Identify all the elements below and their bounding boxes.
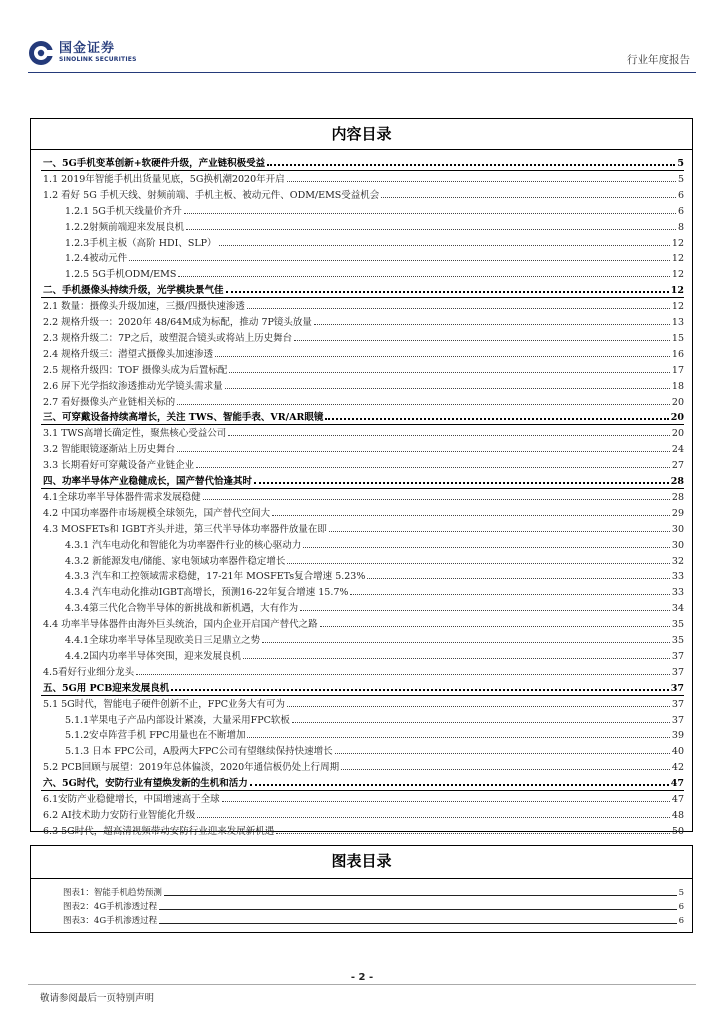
- toc-entry-title: 5.1.3 日本 FPC公司，A股两大FPC公司有望继续保持快速增长: [65, 746, 333, 758]
- dot-leader: [262, 641, 670, 643]
- dot-leader: [267, 163, 675, 166]
- toc-chapter-entry[interactable]: [43, 680, 684, 694]
- dot-leader: [177, 450, 670, 452]
- logo-chinese-name: 国金证券: [59, 41, 116, 56]
- toc-entry-page: 17: [671, 364, 684, 376]
- logo-english-name: SINOLINK SECURITIES: [59, 56, 137, 63]
- dot-leader: [203, 498, 670, 500]
- toc-entry-page: 33: [671, 571, 684, 583]
- toc-section-entry[interactable]: [43, 616, 684, 630]
- toc-entry-title: 4.3 MOSFETs和 IGBT齐头并进，第三代半导体功率器件放量在即: [43, 523, 327, 535]
- leader-line: [159, 922, 676, 924]
- toc-entry-title: 4.1全球功率半导体器件需求发展稳健: [43, 491, 201, 503]
- dot-leader: [215, 355, 670, 357]
- logo-mark-icon: [28, 40, 54, 66]
- toc-entry-title: 1.2.3手机主板（高阶 HDI、SLP）: [65, 237, 217, 249]
- dot-leader: [129, 259, 670, 261]
- toc-entry-title: 1.2.5 5G手机ODM/EMS: [65, 269, 177, 281]
- toc-section-entry[interactable]: [65, 568, 684, 582]
- toc-entry-page: 50: [671, 825, 684, 837]
- toc-entry-title: 一、5G手机变革创新+软硬件升级，产业链积极受益: [43, 158, 266, 169]
- dot-leader: [325, 417, 668, 420]
- page-number: - 2 -: [350, 972, 374, 983]
- dot-leader: [228, 434, 670, 436]
- toc-entry-page: 37: [671, 698, 684, 710]
- toc-entry-page: 47: [670, 778, 684, 790]
- toc-entry-title: 3.2 智能眼镜逐渐站上历史舞台: [43, 444, 176, 456]
- dot-leader: [320, 625, 670, 627]
- toc-entry-page: 30: [671, 539, 684, 551]
- toc-entry-title: 4.4 功率半导体器件由海外巨头统治，国内企业开启国产替代之路: [43, 619, 318, 631]
- toc-section-entry[interactable]: [43, 330, 684, 344]
- toc-entry-title: 三、可穿戴设备持续高增长，关注 TWS、智能手表、VR/AR眼镜: [43, 412, 324, 424]
- page-header: [0, 0, 724, 80]
- toc-entry-title: 6.1安防产业稳健增长，中国增速高于全球: [43, 794, 220, 805]
- toc-section-entry[interactable]: [43, 759, 684, 773]
- toc-entry-page: 18: [671, 380, 684, 392]
- dot-leader: [222, 800, 670, 802]
- toc-chapter-entry[interactable]: [43, 282, 684, 296]
- figure-entry-title: 图表3：4G手机渗透过程: [63, 916, 158, 926]
- toc-section-entry[interactable]: [65, 537, 684, 551]
- dot-leader: [171, 688, 669, 691]
- toc-entry-title: 五、5G用 PCB迎来发展良机: [43, 682, 170, 694]
- dot-leader: [229, 371, 670, 373]
- document-type: 行业年度报告: [627, 54, 690, 66]
- figure-entry[interactable]: [63, 914, 684, 926]
- toc-section-entry[interactable]: [65, 743, 684, 757]
- toc-section-entry[interactable]: [43, 171, 684, 185]
- toc-entry-title: 六、5G时代，安防行业有望焕发新的生机和活力: [43, 778, 248, 790]
- toc-entry-title: 二、手机摄像头持续升级，光学模块景气佳: [43, 285, 224, 297]
- toc-entry-page: 20: [671, 428, 684, 440]
- figure-entry[interactable]: [63, 900, 684, 912]
- dot-leader: [341, 768, 670, 770]
- toc-entry-title: 4.3.3 汽车和工控领域需求稳健，17-21年 MOSFETs复合增速 5.23%: [65, 571, 366, 583]
- toc-entry-page: 12: [671, 237, 684, 249]
- toc-entry-page: 37: [670, 682, 684, 694]
- toc-entry-page: 12: [671, 269, 684, 281]
- toc-entry-title: 4.4.1全球功率半导体呈现欧美日三足鼎立之势: [65, 635, 261, 646]
- toc-entry-title: 5.1 5G时代，智能电子硬件创新不止，FPC业务大有可为: [43, 698, 286, 710]
- toc-entry-page: 20: [670, 412, 684, 424]
- toc-entry-page: 32: [671, 555, 684, 567]
- toc-entry-page: 42: [671, 762, 684, 774]
- table-of-contents: [30, 118, 693, 837]
- dot-leader: [243, 657, 670, 659]
- toc-entry-title: 2.5 规格升级四：TOF 摄像头成为后置标配: [43, 364, 228, 376]
- toc-entry-title: 4.3.4 汽车电动化推动IGBT高增长，预测16-22年复合增速 15.7%: [65, 587, 349, 599]
- toc-entry-title: 2.7 看好摄像头产业链相关标的: [43, 396, 176, 408]
- toc-entry-page: 48: [671, 809, 684, 821]
- toc-entry-page: 8: [677, 221, 684, 233]
- footer-divider: [28, 984, 696, 985]
- dot-leader: [226, 290, 669, 293]
- toc-section-entry[interactable]: [43, 457, 684, 471]
- toc-section-entry[interactable]: [43, 346, 684, 360]
- toc-section-entry[interactable]: [43, 314, 684, 328]
- toc-entry-page: 5: [677, 158, 684, 169]
- toc-section-entry[interactable]: [65, 727, 684, 741]
- figure-entry-page: 6: [678, 902, 684, 912]
- dot-leader: [254, 481, 669, 484]
- toc-entry-page: 5: [677, 173, 684, 185]
- toc-title: 内容目录: [331, 125, 392, 143]
- toc-chapter-entry[interactable]: [43, 155, 684, 169]
- toc-entry-title: 5.2 PCB回顾与展望：2019年总体偏淡，2020年通信板仍处上行周期: [43, 762, 340, 774]
- toc-entry-page: 12: [671, 301, 684, 313]
- toc-entry-page: 47: [671, 794, 684, 805]
- toc-entry-title: 四、功率半导体产业稳健成长，国产替代恰逢其时: [43, 476, 253, 487]
- dot-leader: [250, 783, 669, 786]
- toc-entry-page: 27: [671, 460, 684, 472]
- toc-entry-title: 2.2 规格升级一：2020年 48/64M成为标配，推动 7P镜头放量: [43, 317, 312, 328]
- toc-entry-page: 28: [670, 476, 684, 487]
- toc-section-entry[interactable]: [65, 250, 684, 264]
- toc-entry-title: 2.4 规格升级三：潜望式摄像头加速渗透: [43, 348, 214, 360]
- toc-section-entry[interactable]: [65, 219, 684, 233]
- toc-entry-page: 40: [671, 746, 684, 758]
- dot-leader: [287, 705, 670, 707]
- toc-section-entry[interactable]: [43, 505, 684, 519]
- toc-section-entry[interactable]: [43, 823, 684, 837]
- toc-entry-title: 1.2.4被动元件: [65, 253, 128, 265]
- dot-leader: [184, 212, 676, 214]
- toc-entry-page: 37: [671, 714, 684, 726]
- dot-leader: [287, 180, 676, 182]
- toc-entry-title: 6.3 5G时代，超高清视频带动安防行业迎来发展新机遇: [43, 825, 275, 837]
- toc-entry-page: 20: [671, 396, 684, 408]
- figure-list-title: 图表目录: [331, 852, 392, 870]
- toc-entry-page: 6: [677, 189, 684, 201]
- dot-leader: [219, 244, 670, 246]
- toc-section-entry[interactable]: [65, 584, 684, 598]
- leader-line: [159, 908, 676, 910]
- dot-leader: [272, 514, 670, 516]
- figure-entry-page: 5: [678, 888, 684, 898]
- toc-entry-page: 33: [671, 587, 684, 599]
- toc-section-entry[interactable]: [65, 235, 684, 249]
- toc-section-entry[interactable]: [65, 203, 684, 217]
- toc-entry-page: 34: [671, 603, 684, 615]
- toc-entry-page: 13: [671, 317, 684, 328]
- toc-section-entry[interactable]: [65, 648, 684, 662]
- toc-entry-title: 2.3 规格升级二：7P之后，玻塑混合镜头或将站上历史舞台: [43, 332, 293, 344]
- dot-leader: [314, 323, 670, 325]
- toc-entry-page: 6: [677, 205, 684, 217]
- toc-entry-title: 4.2 中国功率器件市场规模全球领先，国产替代空间大: [43, 507, 271, 519]
- dot-leader: [178, 275, 670, 277]
- dot-leader: [350, 593, 669, 595]
- toc-section-entry[interactable]: [43, 187, 684, 201]
- dot-leader: [329, 530, 670, 532]
- toc-entry-page: 12: [670, 285, 684, 297]
- toc-entry-title: 5.1.1苹果电子产品内部设计紧凑，大量采用FPC软板: [65, 714, 290, 726]
- toc-entry-page: 24: [671, 444, 684, 456]
- toc-section-entry[interactable]: [43, 521, 684, 535]
- dot-leader: [197, 816, 670, 818]
- company-logo: [28, 40, 137, 66]
- dot-leader: [287, 562, 670, 564]
- dot-leader: [177, 403, 670, 405]
- toc-entry-title: 2.1 数量：摄像头升级加速，三摄/四摄快速渗透: [43, 301, 245, 313]
- dot-leader: [367, 577, 670, 579]
- dot-leader: [196, 466, 670, 468]
- toc-entry-title: 4.3.4第三代化合物半导体的新挑战和新机遇，大有作为: [65, 603, 299, 615]
- dot-leader: [276, 832, 670, 834]
- toc-section-entry[interactable]: [43, 489, 684, 503]
- figure-entry-title: 图表2：4G手机渗透过程: [63, 902, 158, 912]
- toc-chapter-entry[interactable]: [43, 775, 684, 789]
- toc-entry-title: 6.2 AI技术助力安防行业智能化升级: [43, 809, 196, 821]
- toc-section-entry[interactable]: [43, 696, 684, 710]
- toc-entry-title: 4.5看好行业细分龙头: [43, 666, 135, 678]
- dot-leader: [294, 339, 670, 341]
- toc-section-entry[interactable]: [65, 600, 684, 614]
- toc-section-entry[interactable]: [43, 298, 684, 312]
- toc-entry-page: 35: [671, 635, 684, 646]
- figure-entry-title: 图表1：智能手机趋势预测: [63, 888, 162, 898]
- toc-title-divider: [31, 149, 692, 150]
- toc-section-entry[interactable]: [43, 441, 684, 455]
- toc-section-entry[interactable]: [65, 712, 684, 726]
- toc-section-entry[interactable]: [43, 807, 684, 821]
- toc-entry-page: 28: [671, 491, 684, 503]
- toc-section-entry[interactable]: [65, 632, 684, 646]
- leader-line: [164, 894, 677, 896]
- dot-leader: [335, 752, 670, 754]
- toc-section-entry[interactable]: [43, 791, 684, 805]
- figure-entry[interactable]: [63, 886, 684, 898]
- toc-section-entry[interactable]: [43, 394, 684, 408]
- toc-section-entry[interactable]: [43, 664, 684, 678]
- toc-entry-page: 37: [671, 666, 684, 678]
- dot-leader: [186, 228, 676, 230]
- toc-entry-page: 35: [671, 619, 684, 631]
- dot-leader: [136, 673, 670, 675]
- toc-entry-title: 2.6 屏下光学指纹渗透推动光学镜头需求量: [43, 380, 223, 392]
- toc-entry-page: 16: [671, 348, 684, 360]
- toc-entry-title: 3.3 长期看好可穿戴设备产业链企业: [43, 460, 195, 472]
- toc-entry-title: 1.2.2射频前端迎来发展良机: [65, 221, 185, 233]
- toc-entry-title: 5.1.2安卓阵营手机 FPC用量也在不断增加: [65, 730, 246, 742]
- toc-entry-page: 29: [671, 507, 684, 519]
- toc-entry-title: 1.2.1 5G手机天线量价齐升: [65, 205, 182, 217]
- dot-leader: [300, 609, 670, 611]
- toc-section-entry[interactable]: [43, 378, 684, 392]
- toc-entry-title: 4.3.1 汽车电动化和智能化为功率器件行业的核心驱动力: [65, 539, 302, 551]
- toc-entry-title: 3.1 TWS高增长确定性，聚焦核心受益公司: [43, 428, 227, 440]
- toc-section-entry[interactable]: [65, 266, 684, 280]
- dot-leader: [303, 546, 670, 548]
- figure-entry-page: 6: [678, 916, 684, 926]
- toc-section-entry[interactable]: [43, 362, 684, 376]
- toc-section-entry[interactable]: [43, 425, 684, 439]
- toc-chapter-entry[interactable]: [43, 473, 684, 487]
- dot-leader: [247, 307, 670, 309]
- toc-entry-title: 1.2 看好 5G 手机天线、射频前端、手机主板、被动元件、ODM/EMS受益机会: [43, 189, 380, 201]
- header-divider: [28, 72, 696, 73]
- dot-leader: [292, 721, 670, 723]
- toc-chapter-entry[interactable]: [43, 409, 684, 423]
- dot-leader: [247, 736, 669, 738]
- toc-entry-title: 1.1 2019年智能手机出货量见底，5G换机潮2020年开启: [43, 173, 285, 185]
- toc-entry-page: 15: [671, 332, 684, 344]
- figure-list: [30, 845, 693, 933]
- toc-entry-page: 30: [671, 523, 684, 535]
- toc-entry-page: 12: [671, 253, 684, 265]
- toc-entry-title: 4.3.2 新能源发电/储能、家电领域功率器件稳定增长: [65, 555, 286, 567]
- footer-disclaimer: 敬请参阅最后一页特别声明: [40, 993, 155, 1004]
- toc-entry-page: 39: [671, 730, 684, 742]
- toc-entry-page: 37: [671, 650, 684, 662]
- dot-leader: [381, 196, 676, 198]
- toc-entry-title: 4.4.2国内功率半导体突围，迎来发展良机: [65, 650, 242, 662]
- toc-section-entry[interactable]: [65, 553, 684, 567]
- dot-leader: [225, 387, 670, 389]
- figure-list-title-divider: [31, 878, 692, 879]
